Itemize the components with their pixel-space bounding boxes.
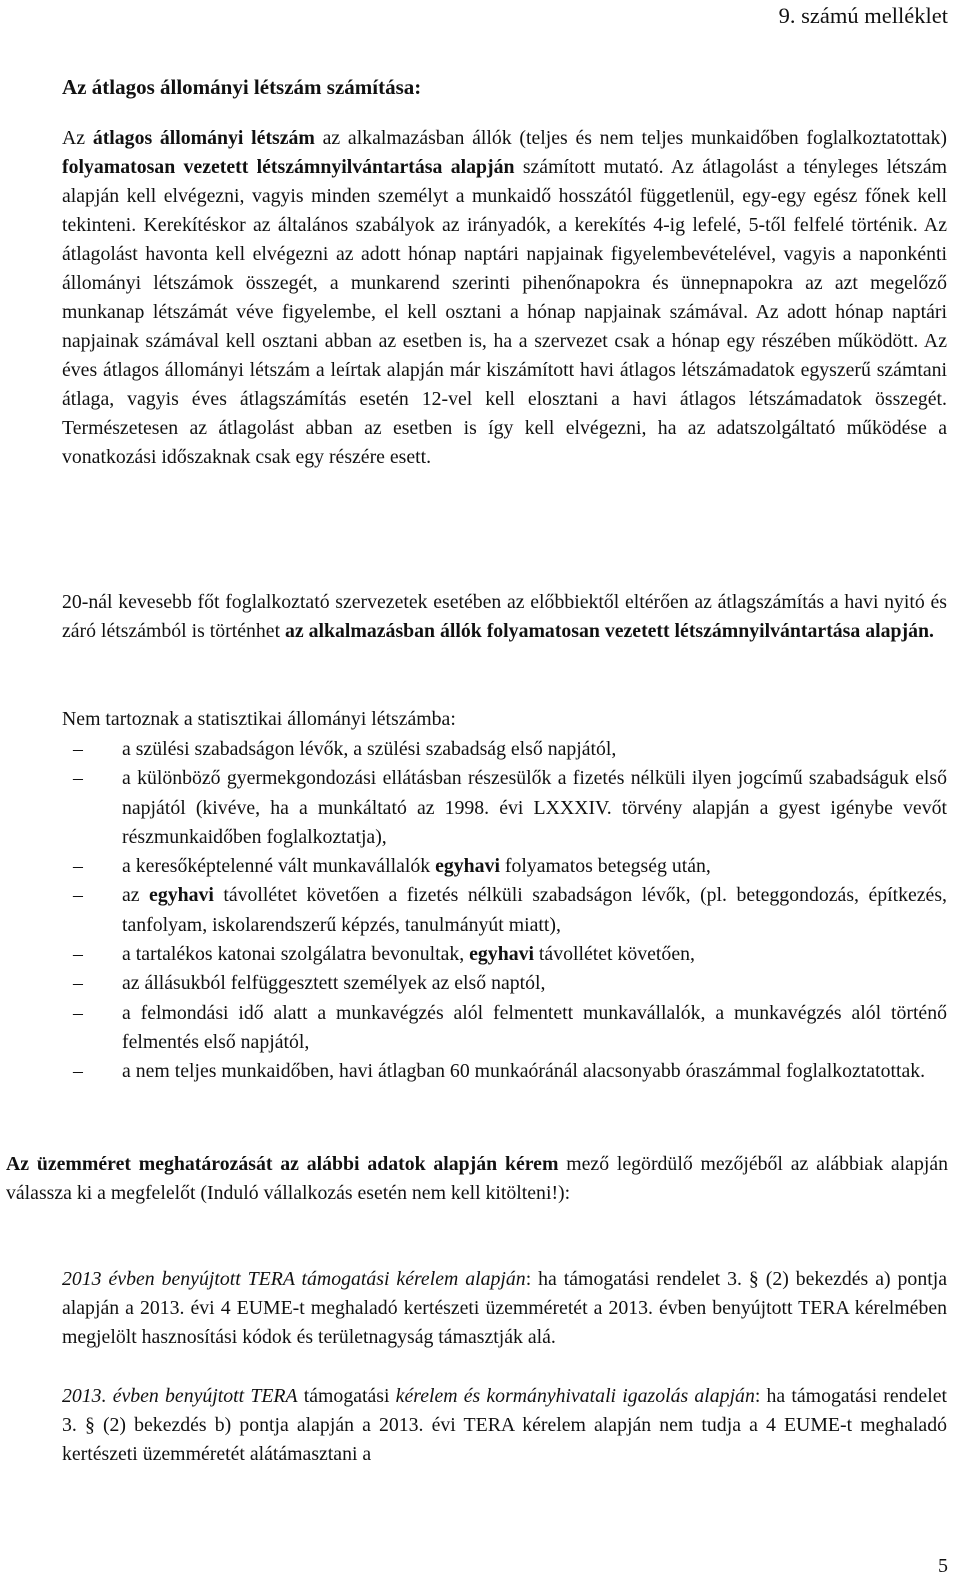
- dash-bullet: –: [73, 972, 83, 995]
- text-run: : ha támogatási rendelet 3. § (2) bekezdés a) pontja alapján a 2013. évi 4 EUME-t meghaladó kertészeti üzemméretét a 2013. évben benyújtott TERA kérelmében megjelölt hasznosítási kódok és területnagyság támasztják alá.: [62, 1268, 947, 1348]
- paragraph-average-headcount: [62, 124, 947, 472]
- text-run: 2013 évben benyújtott TERA támogatási kérelem alapján: [62, 1268, 526, 1290]
- text-run: mező legördülő mezőjéből az alábbiak alapján válassza ki a megfelelőt (Induló vállalkozás esetén nem kell kitölteni!):: [6, 1153, 949, 1204]
- text-run: az alkalmazásban állók (teljes és nem teljes munkaidőben foglalkoztatottak): [314, 127, 948, 149]
- paragraph-option-tera-application: [62, 1265, 947, 1352]
- text-run: folyamatos betegség után,: [499, 855, 711, 878]
- text-run: a szülési szabadságon lévők, a szülési szabadság első napjától,: [122, 738, 617, 760]
- list-item: [62, 764, 947, 852]
- text-run: a felmondási idő alatt a munkavégzés alól felmentett munkavállalók, a munkavégzés alól történő felmentés első napjától,: [122, 1001, 947, 1053]
- list-item: [62, 881, 947, 940]
- dash-bullet: –: [73, 855, 83, 878]
- text-run: távollétet követően,: [533, 943, 695, 966]
- list-item: [62, 1057, 947, 1086]
- text-run: 2013. évben benyújtott TERA: [62, 1385, 298, 1407]
- list-item: [62, 999, 947, 1058]
- text-run: Az: [62, 127, 93, 149]
- text-run: Az üzemméret meghatározását az alábbi adatok alapján kérem: [6, 1153, 559, 1175]
- text-run: távollétet követően a fizetés nélküli szabadságon lévők, (pl. beteggondozás, építkezés, tanfolyam, iskolarendszerű képzés, tanulmányút miatt),: [122, 884, 947, 936]
- text-run: az: [122, 884, 150, 907]
- text-run: átlagos állományi létszám: [92, 127, 315, 149]
- annex-label: 9. számú melléklet: [778, 3, 948, 28]
- text-run: : ha támogatási rendelet 3. § (2) bekezdés b) pontja alapján a 2013. évi TERA kérelem alapján nem tudja a 4 EUME-t meghaladó kertészeti üzemméretét alátámasztani a: [62, 1385, 947, 1465]
- dash-bullet: –: [73, 1001, 83, 1024]
- dash-bullet: –: [73, 1060, 83, 1083]
- section-heading: Az átlagos állományi létszám számítása:: [62, 75, 422, 99]
- text-run: támogatási: [297, 1385, 396, 1407]
- text-run: egyhavi: [469, 943, 534, 966]
- text-run: folyamatosan vezetett létszámnyilvántartása alapján: [62, 156, 515, 178]
- text-run: az alkalmazásban állók folyamatosan vezetett létszámnyilvántartása alapján.: [285, 620, 934, 642]
- paragraph-exclusions-intro: [62, 705, 947, 734]
- text-run: az állásukból felfüggesztett személyek az első naptól,: [122, 972, 546, 995]
- list-item: [62, 940, 947, 969]
- text-run: a tartalékos katonai szolgálatra bevonultak,: [122, 943, 470, 966]
- paragraph-option-tera-and-certificate: [62, 1382, 947, 1469]
- exclusion-list: [62, 735, 947, 1087]
- text-run: számított mutató. Az átlagolást a tényleges létszám alapján kell elvégezni, vagyis minden személyt a munkaidő hosszától függetlenül, egy-egy egész főnek kell tekinteni. Kerekítéskor az általános szabályok az irányadók, a kerekítés 4-ig lefelé, 5-től felfelé történik. Az átlagolást havonta kell elvégezni az adott hónap naptári napjainak figyelembevételével, vagyis a naponkénti állományi létszámok összegét, a munkarend szerinti pihenőnapokra és ünnepnapokra az azt megelőző munkanap létszámát véve figyelembe, el kell osztani a hónap napjainak számával. Az adott hónap naptári napjainak számával kell osztani abban az esetben is, ha a szervezet csak a hónap egy részében működött. Az éves átlagos állományi létszám a leírtak alapján már kiszámított havi átlagos létszámadatok egyszerű számtani átlaga, vagyis éves átlagszámítás esetén 12-vel kell elosztani a havi átlagos létszámadatok összegét. Természetesen az átlagolást abban az esetben is így kell elvégezni, ha az adatszolgáltató működése a vonatkozási időszaknak csak egy részére esett.: [62, 156, 947, 468]
- dash-bullet: –: [73, 738, 83, 760]
- text-run: egyhavi: [149, 884, 214, 907]
- list-item: [62, 969, 947, 998]
- text-run: Nem tartoznak a statisztikai állományi létszámba:: [62, 708, 456, 730]
- dash-bullet: –: [73, 884, 83, 907]
- paragraph-small-organizations: [62, 588, 947, 646]
- text-run: egyhavi: [435, 855, 500, 878]
- list-item: [62, 735, 947, 764]
- dash-bullet: –: [73, 767, 83, 790]
- page-number: 5: [938, 1555, 948, 1577]
- text-run: a nem teljes munkaidőben, havi átlagban 60 munkaóránál alacsonyabb óraszámmal foglalkoztatottak.: [122, 1060, 926, 1083]
- paragraph-farm-size-instruction: [6, 1150, 948, 1208]
- text-run: a keresőképtelenné vált munkavállalók: [122, 855, 436, 878]
- text-run: 20-nál kevesebb főt foglalkoztató szervezetek esetében az előbbiektől eltérően az átlagszámítás a havi nyitó és záró létszámból is történhet: [62, 591, 947, 642]
- list-item: [62, 852, 947, 881]
- text-run: a különböző gyermekgondozási ellátásban részesülők a fizetés nélküli ilyen jogcímű szabadságuk első napjától (kivéve, ha a munkáltató az 1998. évi LXXXIV. törvény alapján a gyest igénybe vevőt részmunkaidőben foglalkoztatja),: [122, 767, 947, 848]
- dash-bullet: –: [73, 943, 83, 966]
- text-run: kérelem és kormányhivatali igazolás alapján: [395, 1385, 755, 1407]
